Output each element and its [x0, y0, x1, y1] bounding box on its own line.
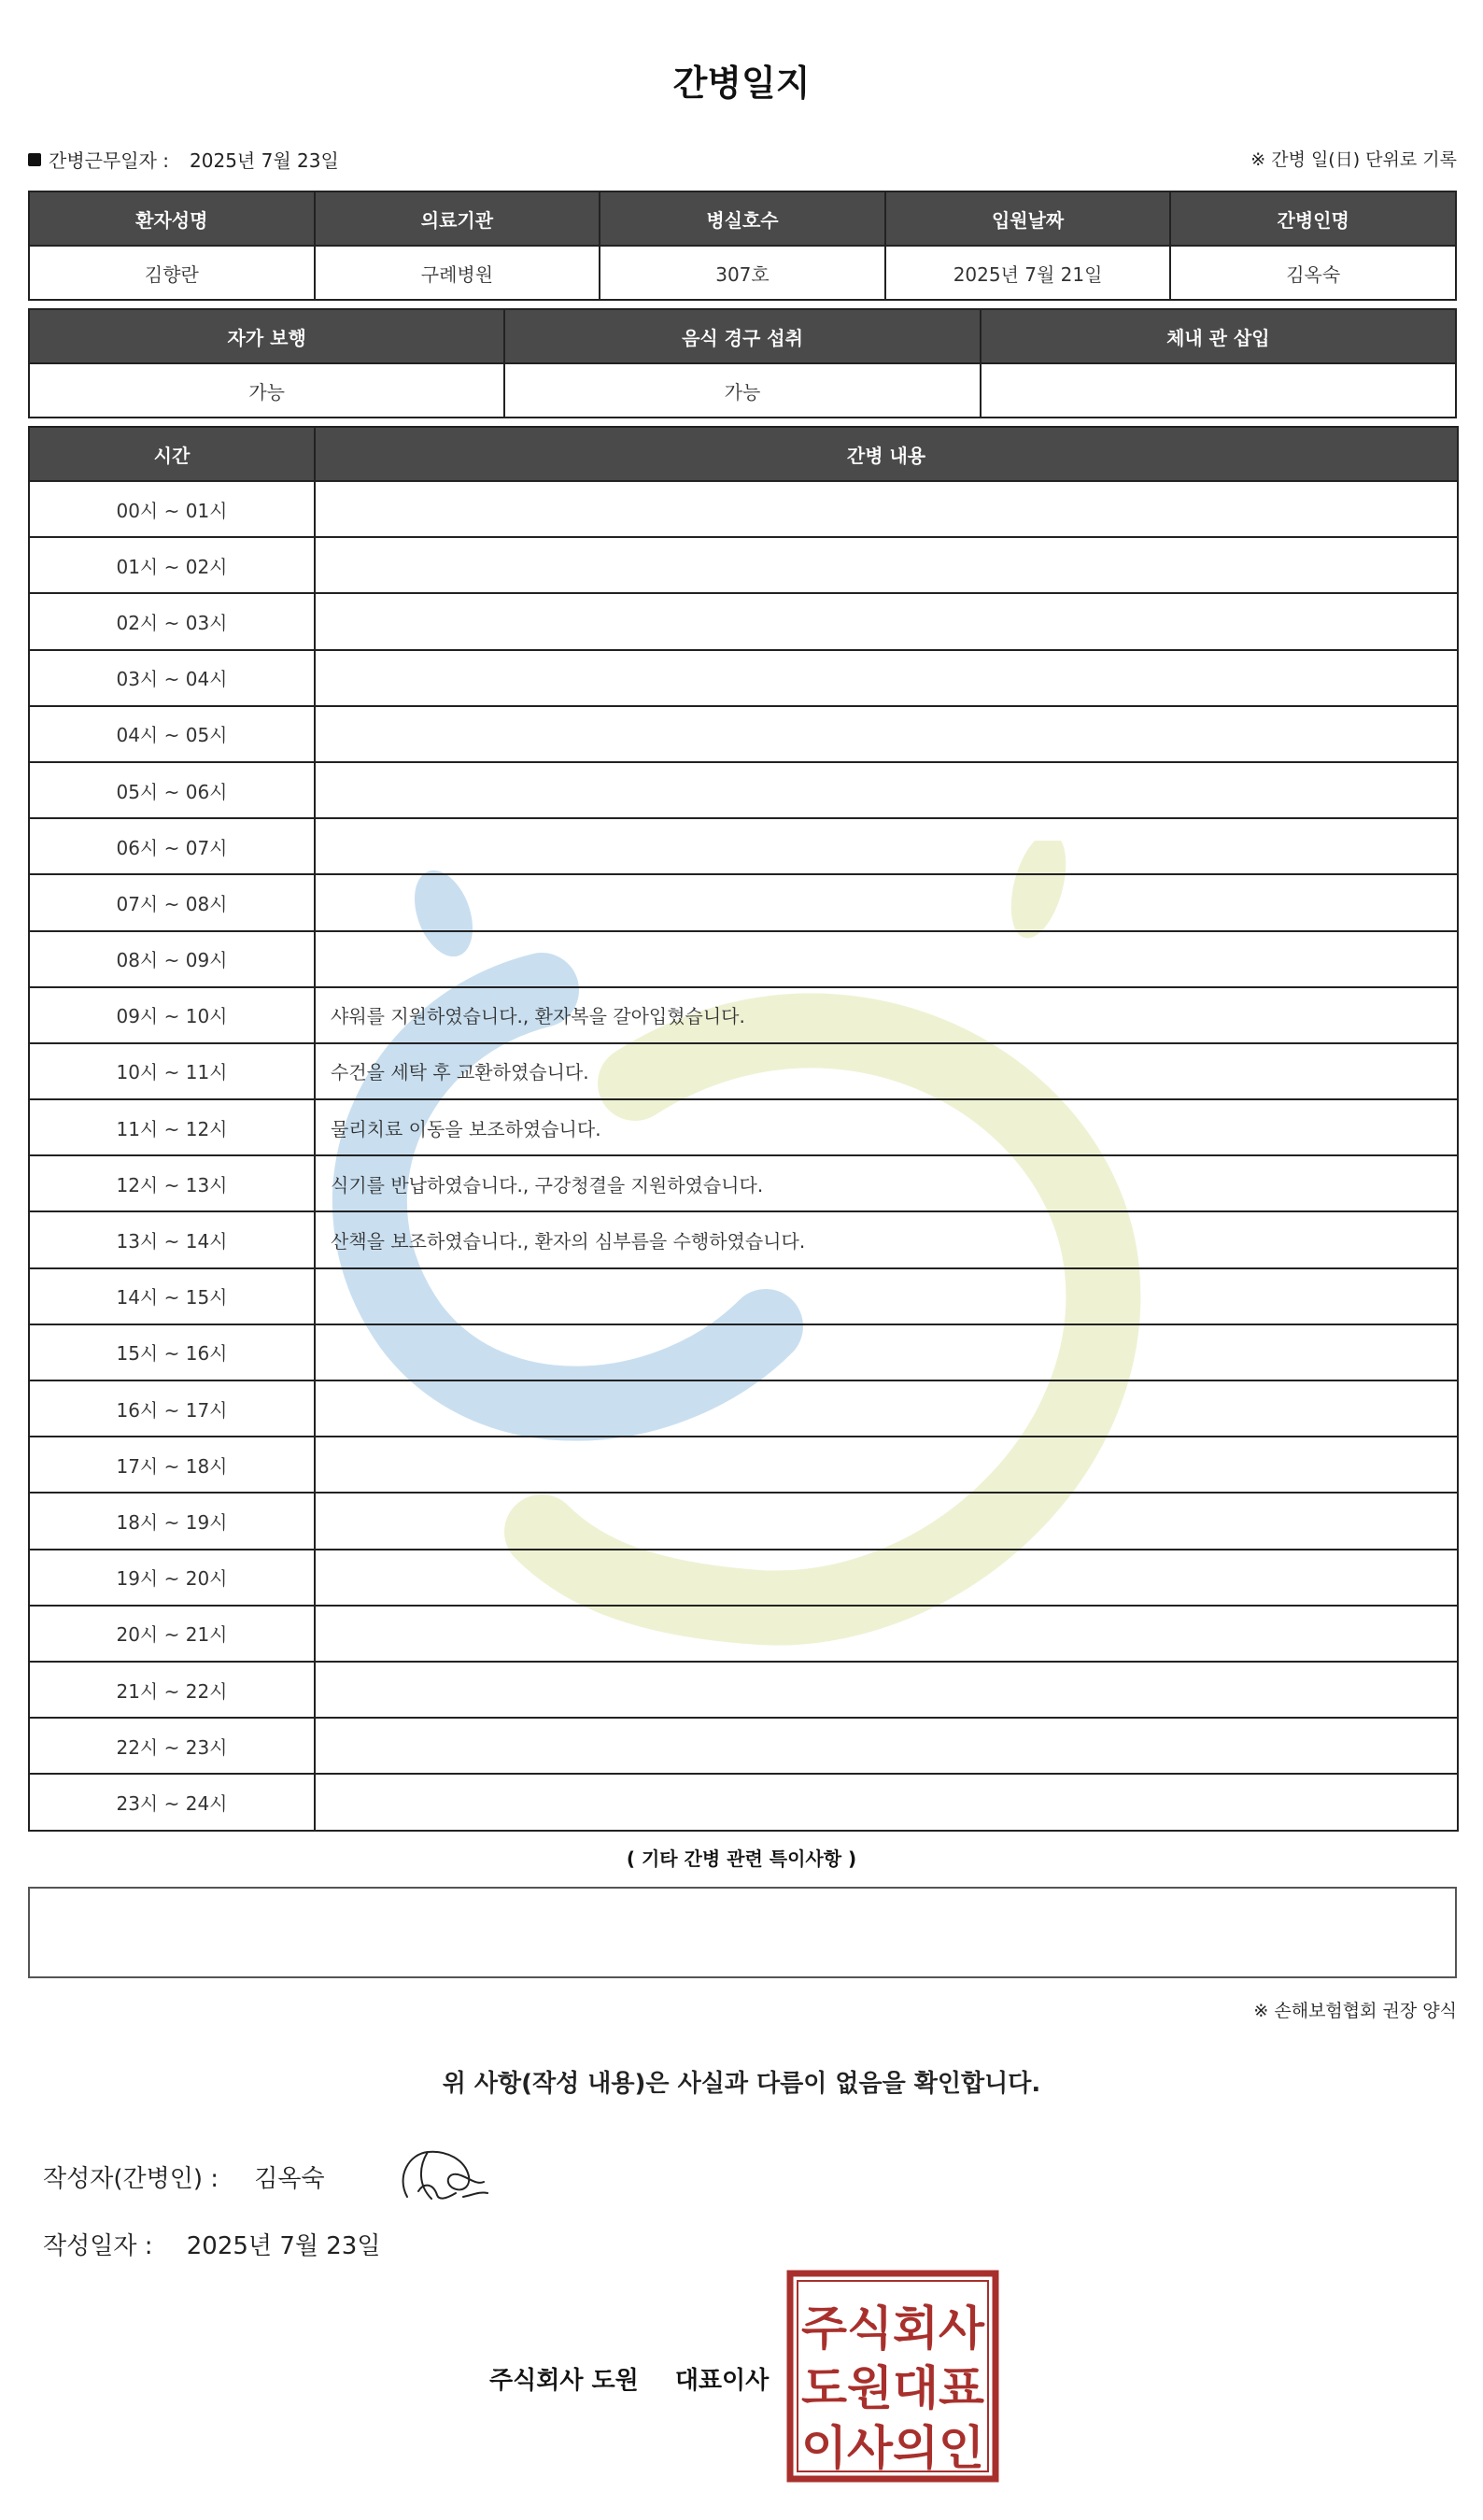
- care-content: [315, 931, 1458, 987]
- time-slot: 10시 ~ 11시: [29, 1043, 315, 1099]
- table-row: [29, 1099, 1458, 1155]
- patient-info-table: [28, 191, 1457, 301]
- header-self-walking: 자가 보행: [29, 309, 504, 363]
- care-content: 식기를 반납하였습니다., 구강청결을 지원하였습니다.: [315, 1155, 1458, 1211]
- care-content: [315, 481, 1458, 537]
- table-header-row: [29, 427, 1458, 481]
- written-date-label: 작성일자 :: [43, 2232, 153, 2260]
- written-date-row: [43, 2227, 380, 2261]
- table-row: [29, 1268, 1458, 1324]
- recommend-note: ※ 손해보험협회 권장 양식: [1253, 2001, 1457, 2021]
- table-row: [29, 537, 1458, 593]
- work-date-label: 간병근무일자 :: [49, 149, 170, 172]
- time-slot: 01시 ~ 02시: [29, 537, 315, 593]
- table-header-row: [29, 191, 1456, 246]
- writer-label: 작성자(간병인) :: [43, 2165, 219, 2193]
- time-slot: 18시 ~ 19시: [29, 1493, 315, 1549]
- time-slot: 23시 ~ 24시: [29, 1774, 315, 1830]
- writer-name: 김옥숙: [254, 2165, 325, 2193]
- table-row: [29, 650, 1458, 706]
- seal-line: 이사의인: [801, 2421, 984, 2475]
- table-row: [29, 706, 1458, 762]
- seal-line: 주식회사: [801, 2301, 985, 2356]
- company-name: 주식회사 도원: [489, 2367, 639, 2395]
- table-row: [29, 1043, 1458, 1099]
- notes-label: ( 기타 간병 관련 특이사항 ): [626, 1848, 857, 1870]
- table-row: [29, 874, 1458, 930]
- table-row: [29, 1155, 1458, 1211]
- care-content: 물리치료 이동을 보조하였습니다.: [315, 1099, 1458, 1155]
- time-slot: 07시 ~ 08시: [29, 874, 315, 930]
- care-content: [315, 818, 1458, 874]
- care-content: [315, 537, 1458, 593]
- care-log-body: [29, 481, 1458, 1831]
- page-title: 간병일지: [672, 63, 811, 104]
- table-row: [29, 818, 1458, 874]
- writer-row: [43, 2159, 325, 2194]
- record-unit-note: ※ 간병 일(日) 단위로 기록: [1250, 149, 1457, 170]
- work-date-value: 2025년 7월 23일: [190, 149, 339, 172]
- care-log-table: [28, 426, 1459, 1832]
- table-header-row: [29, 309, 1456, 363]
- table-row: [29, 1493, 1458, 1549]
- care-content: [315, 593, 1458, 649]
- time-slot: 21시 ~ 22시: [29, 1662, 315, 1718]
- room-number: 307호: [600, 246, 885, 300]
- table-row: [29, 593, 1458, 649]
- header-patient-name: 환자성명: [29, 191, 315, 246]
- time-slot: 02시 ~ 03시: [29, 593, 315, 649]
- time-slot: 12시 ~ 13시: [29, 1155, 315, 1211]
- time-slot: 09시 ~ 10시: [29, 987, 315, 1043]
- company-signoff: [489, 2361, 769, 2396]
- care-content: [315, 1380, 1458, 1437]
- time-slot: 00시 ~ 01시: [29, 481, 315, 537]
- table-row: [29, 1324, 1458, 1380]
- care-content: 산책을 보조하였습니다., 환자의 심부름을 수행하였습니다.: [315, 1211, 1458, 1267]
- time-slot: 06시 ~ 07시: [29, 818, 315, 874]
- time-slot: 08시 ~ 09시: [29, 931, 315, 987]
- table-row: [29, 1550, 1458, 1606]
- time-slot: 11시 ~ 12시: [29, 1099, 315, 1155]
- oral-intake-value: 가능: [504, 363, 980, 418]
- notes-box: [28, 1887, 1457, 1978]
- written-date-value: 2025년 7월 23일: [186, 2232, 381, 2260]
- care-content: [315, 1437, 1458, 1493]
- care-content: [315, 706, 1458, 762]
- time-slot: 14시 ~ 15시: [29, 1268, 315, 1324]
- care-content: [315, 762, 1458, 818]
- time-slot: 22시 ~ 23시: [29, 1718, 315, 1774]
- header-time: 시간: [29, 427, 315, 481]
- care-content: 수건을 세탁 후 교환하였습니다.: [315, 1043, 1458, 1099]
- caregiver-name: 김옥숙: [1170, 246, 1456, 300]
- time-slot: 13시 ~ 14시: [29, 1211, 315, 1267]
- time-slot: 20시 ~ 21시: [29, 1606, 315, 1662]
- header-caregiver-name: 간병인명: [1170, 191, 1456, 246]
- time-slot: 19시 ~ 20시: [29, 1550, 315, 1606]
- care-content: [315, 1718, 1458, 1774]
- table-row: [29, 1211, 1458, 1267]
- table-row: [29, 1718, 1458, 1774]
- care-content: [315, 1550, 1458, 1606]
- table-row: [29, 1380, 1458, 1437]
- care-content: [315, 1268, 1458, 1324]
- table-row: [29, 1774, 1458, 1830]
- company-seal-stamp: [786, 2270, 999, 2483]
- time-slot: 04시 ~ 05시: [29, 706, 315, 762]
- care-content: 샤워를 지원하였습니다., 환자복을 갈아입혔습니다.: [315, 987, 1458, 1043]
- table-row: [29, 1662, 1458, 1718]
- table-row: [29, 762, 1458, 818]
- care-content: [315, 1324, 1458, 1380]
- header-hospital: 의료기관: [315, 191, 600, 246]
- header-room: 병실호수: [600, 191, 885, 246]
- square-bullet-icon: [28, 153, 41, 166]
- header-oral-intake: 음식 경구 섭취: [504, 309, 980, 363]
- table-row: [29, 363, 1456, 418]
- time-slot: 03시 ~ 04시: [29, 650, 315, 706]
- table-row: [29, 481, 1458, 537]
- care-content: [315, 1774, 1458, 1830]
- care-content: [315, 1606, 1458, 1662]
- time-slot: 17시 ~ 18시: [29, 1437, 315, 1493]
- confirmation-statement: 위 사항(작성 내용)은 사실과 다름이 없음을 확인합니다.: [442, 2070, 1041, 2098]
- handwritten-signature: [390, 2139, 493, 2214]
- table-row: [29, 931, 1458, 987]
- patient-name: 김향란: [29, 246, 315, 300]
- care-content: [315, 1662, 1458, 1718]
- meta-row: [28, 146, 1457, 174]
- patient-status-table: [28, 308, 1457, 418]
- company-role: 대표이사: [674, 2367, 770, 2395]
- time-slot: 16시 ~ 17시: [29, 1380, 315, 1437]
- header-care-content: 간병 내용: [315, 427, 1458, 481]
- hospital-name: 구례병원: [315, 246, 600, 300]
- seal-line: 도원대표: [801, 2361, 985, 2415]
- care-content: [315, 650, 1458, 706]
- table-row: [29, 1437, 1458, 1493]
- header-tube-insertion: 체내 관 삽입: [981, 309, 1456, 363]
- care-content: [315, 874, 1458, 930]
- table-row: [29, 1606, 1458, 1662]
- table-row: [29, 246, 1456, 300]
- care-content: [315, 1493, 1458, 1549]
- self-walking-value: 가능: [29, 363, 504, 418]
- header-admission-date: 입원날짜: [885, 191, 1171, 246]
- table-row: [29, 987, 1458, 1043]
- time-slot: 15시 ~ 16시: [29, 1324, 315, 1380]
- tube-insertion-value: [981, 363, 1456, 418]
- work-date: [28, 146, 339, 173]
- time-slot: 05시 ~ 06시: [29, 762, 315, 818]
- admission-date: 2025년 7월 21일: [885, 246, 1171, 300]
